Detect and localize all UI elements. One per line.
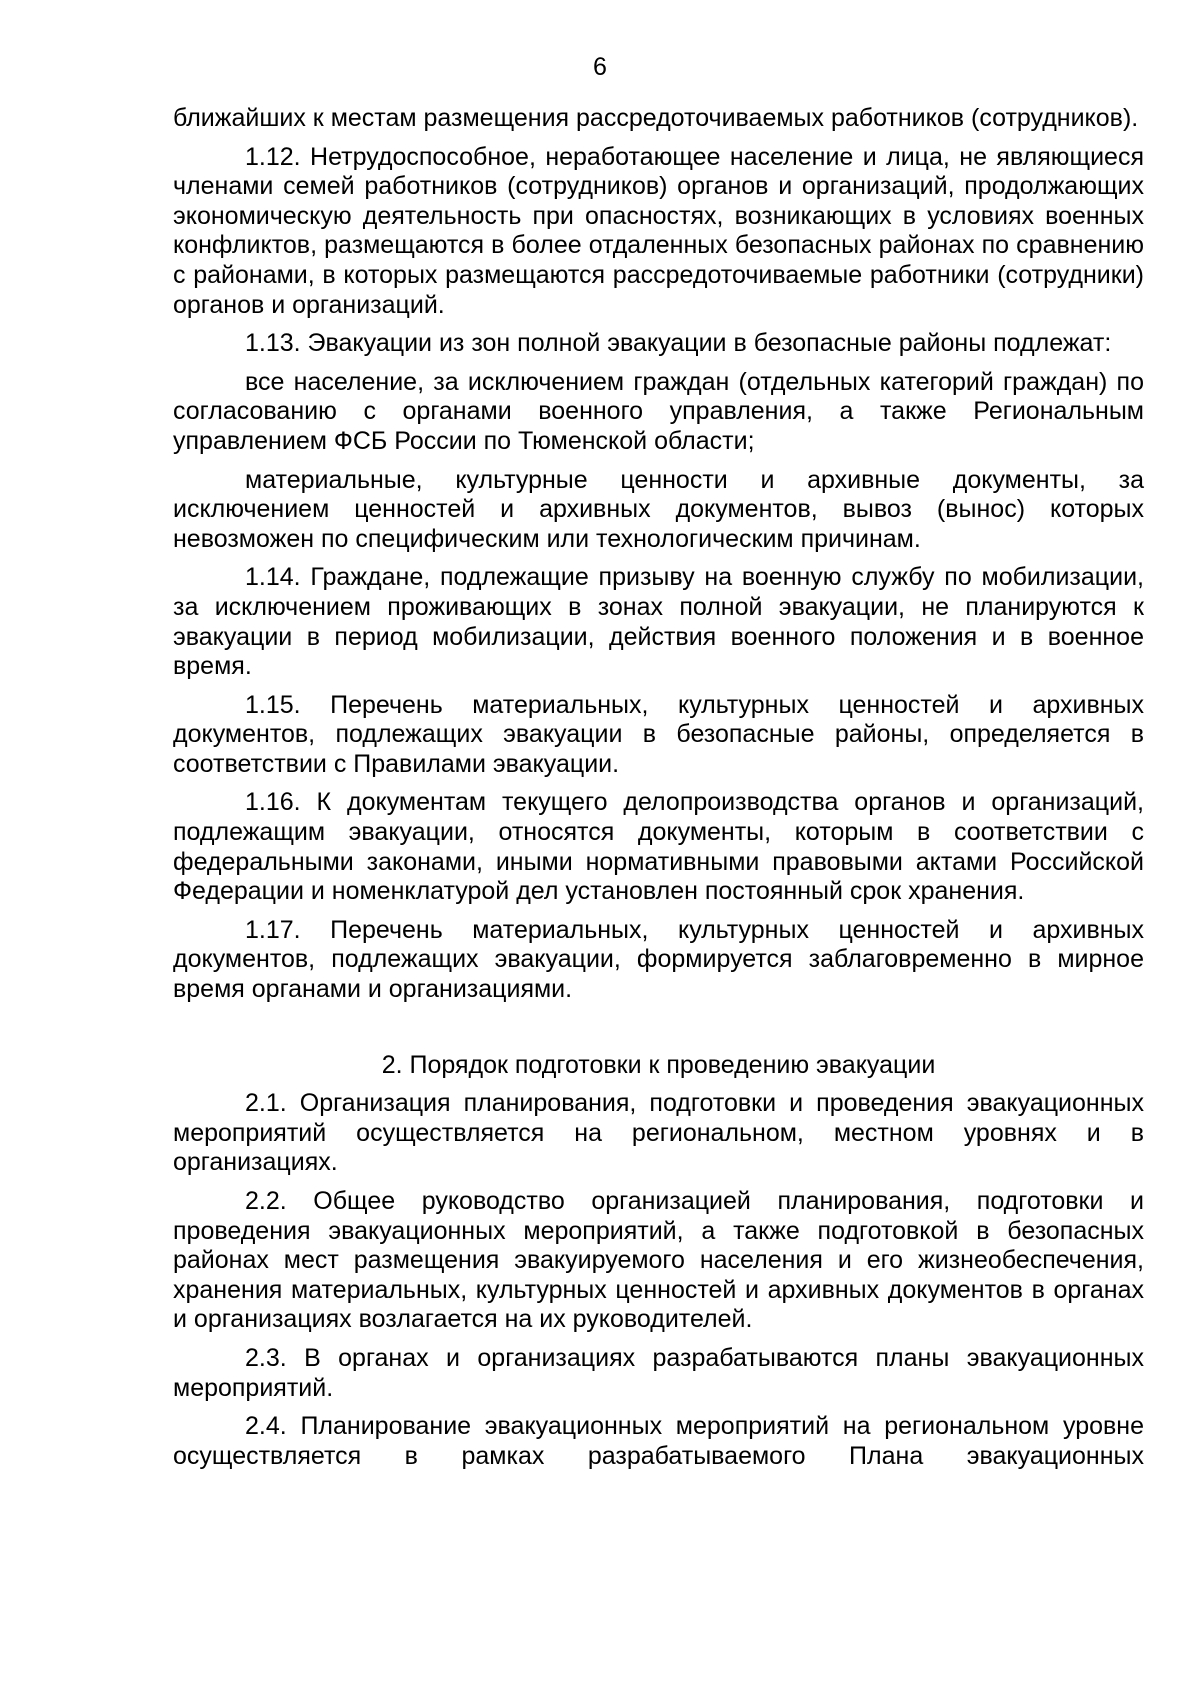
- paragraphs-after: [173, 1089, 1144, 1471]
- paragraph: 1.15. Перечень материальных, культурных ценностей и архивных документов, подлежащих эвакуации в безопасные районы, определяется в соответствии с Правилами эвакуации.: [173, 690, 1144, 778]
- paragraph: 2.2. Общее руководство организацией планирования, подготовки и проведения эвакуационных мероприятий, а также подготовкой в безопасных районах мест размещения эвакуируемого населения и его жизнеобеспечения, хранения материальных, культурных ценностей и архивных документов в органах и организациях возлагается на их руководителей.: [173, 1187, 1144, 1334]
- section-heading: 2. Порядок подготовки к проведению эвакуации: [381, 1050, 936, 1079]
- paragraph: все население, за исключением граждан (отдельных категорий граждан) по согласованию с органами военного управления, а также Региональным управлением ФСБ России по Тюменской области;: [173, 367, 1144, 455]
- paragraph: 1.17. Перечень материальных, культурных ценностей и архивных документов, подлежащих эвакуации, формируется заблаговременно в мирное время органами и организациями.: [173, 915, 1144, 1004]
- paragraph: 1.12. Нетрудоспособное, неработающее население и лица, не являющиеся членами семей работников (сотрудников) органов и организаций, продолжающих экономическую деятельность при опасностях, возникающих в условиях военных конфликтов, размещаются в более отдаленных безопасных районах по сравнению с районами, в которых размещаются рассредоточиваемые работники (сотрудники) органов и организаций.: [173, 142, 1144, 319]
- paragraph: 1.13. Эвакуации из зон полной эвакуации в безопасные районы подлежат:: [245, 329, 1112, 358]
- paragraph: ближайших к местам размещения рассредоточиваемых работников (сотрудников).: [173, 104, 1139, 132]
- document-body: [173, 104, 1144, 1471]
- paragraph: 2.1. Организация планирования, подготовки и проведения эвакуационных мероприятий осуществляется на региональном, местном уровнях и в организациях.: [173, 1089, 1144, 1177]
- page-number: 6: [593, 53, 607, 81]
- paragraph: материальные, культурные ценности и архивные документы, за исключением ценностей и архивных документов, вывоз (вынос) которых невозможен по специфическим или технологическим причинам.: [173, 465, 1144, 553]
- paragraph: 1.16. К документам текущего делопроизводства органов и организаций, подлежащим эвакуации, относятся документы, которым в соответствии с федеральными законами, иными нормативными правовыми актами Российской Федерации и номенклатурой дел установлен постоянный срок хранения.: [173, 788, 1144, 906]
- paragraph: 2.3. В органах и организациях разрабатываются планы эвакуационных мероприятий.: [173, 1343, 1144, 1402]
- paragraph: 2.4. Планирование эвакуационных мероприятий на региональном уровне осуществляется в рамках разрабатываемого Плана эвакуационных: [173, 1412, 1144, 1470]
- paragraph: 1.14. Граждане, подлежащие призыву на военную службу по мобилизации, за исключением проживающих в зонах полной эвакуации, не планируются к эвакуации в период мобилизации, действия военного положения и в военное время.: [173, 563, 1144, 681]
- paragraphs-before: [173, 104, 1144, 1005]
